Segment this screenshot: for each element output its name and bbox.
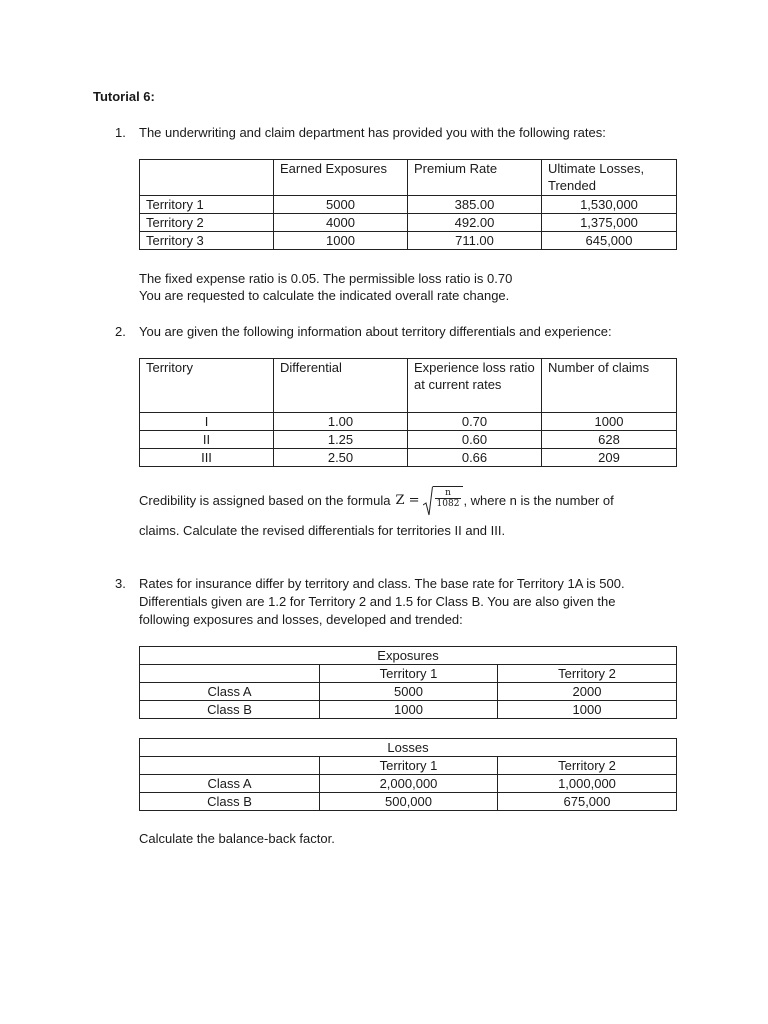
q2-cred-prefix: Credibility is assigned based on the formula <box>139 493 391 508</box>
q1-header-blank <box>140 160 274 196</box>
q2-text: You are given the following information about territory differentials and experience: <box>139 324 612 339</box>
q1-table-header-row <box>140 160 677 196</box>
losses-header-row <box>140 757 677 775</box>
q2-cell-differential: 1.00 <box>274 413 408 431</box>
exposures-header-territory2: Territory 2 <box>498 665 677 683</box>
q2-cell-claims: 209 <box>542 449 677 467</box>
q1-cell-exposures: 1000 <box>274 232 408 250</box>
q2-cell-territory: II <box>140 431 274 449</box>
q2-cred-line2: claims. Calculate the revised differentials for territories II and III. <box>139 523 506 538</box>
losses-header-territory1: Territory 1 <box>320 757 498 775</box>
losses-cell-class: Class A <box>140 775 320 793</box>
exposures-cell-t1: 1000 <box>320 701 498 719</box>
formula-numerator: n <box>435 488 462 499</box>
q2-cred-suffix: , where n is the number of <box>463 493 614 508</box>
exposures-cell-t2: 1000 <box>498 701 677 719</box>
q3-line1: Rates for insurance differ by territory and class. The base rate for Territory 1A is 500. <box>139 576 625 591</box>
losses-cell-t1: 2,000,000 <box>320 775 498 793</box>
table-row <box>140 701 677 719</box>
q1-header-ultimate-losses: Ultimate Losses, Trended <box>542 160 677 196</box>
q2-cell-loss-ratio: 0.66 <box>408 449 542 467</box>
q3-number: 3. <box>115 576 126 591</box>
q1-header-premium-rate: Premium Rate <box>408 160 542 196</box>
losses-caption-row <box>140 739 677 757</box>
losses-cell-t2: 1,000,000 <box>498 775 677 793</box>
q2-credibility-line <box>139 486 614 516</box>
table-row <box>140 214 677 232</box>
q3-line2: Differentials given are 1.2 for Territory 2 and 1.5 for Class B. You are also given the <box>139 594 616 609</box>
q2-number: 2. <box>115 324 126 339</box>
q1-cell-losses: 645,000 <box>542 232 677 250</box>
exposures-cell-class: Class A <box>140 683 320 701</box>
losses-caption: Losses <box>140 739 677 757</box>
losses-cell-class: Class B <box>140 793 320 811</box>
table-row <box>140 449 677 467</box>
q1-header-earned-exposures: Earned Exposures <box>274 160 408 196</box>
q2-header-number-of-claims: Number of claims <box>542 359 677 413</box>
losses-header-blank <box>140 757 320 775</box>
q2-cell-claims: 1000 <box>542 413 677 431</box>
losses-cell-t1: 500,000 <box>320 793 498 811</box>
q1-cell-exposures: 5000 <box>274 196 408 214</box>
table-row <box>140 431 677 449</box>
exposures-caption: Exposures <box>140 647 677 665</box>
q1-text: The underwriting and claim department has provided you with the following rates: <box>139 125 606 140</box>
q2-header-territory: Territory <box>140 359 274 413</box>
exposures-table <box>139 646 677 719</box>
table-row <box>140 793 677 811</box>
q2-cell-territory: I <box>140 413 274 431</box>
q2-header-differential: Differential <box>274 359 408 413</box>
q2-cell-differential: 1.25 <box>274 431 408 449</box>
formula-fraction <box>435 488 462 509</box>
credibility-formula <box>395 486 463 516</box>
q1-cell-territory: Territory 2 <box>140 214 274 232</box>
exposures-cell-t1: 5000 <box>320 683 498 701</box>
exposures-caption-row <box>140 647 677 665</box>
q1-cell-territory: Territory 1 <box>140 196 274 214</box>
q1-cell-losses: 1,375,000 <box>542 214 677 232</box>
q1-cell-losses: 1,530,000 <box>542 196 677 214</box>
q1-number: 1. <box>115 125 126 140</box>
q2-cell-claims: 628 <box>542 431 677 449</box>
q1-table <box>139 159 677 250</box>
q2-table-header-row <box>140 359 677 413</box>
q2-table <box>139 358 677 467</box>
q3-final: Calculate the balance-back factor. <box>139 831 335 846</box>
table-row <box>140 232 677 250</box>
q2-cell-loss-ratio: 0.70 <box>408 413 542 431</box>
exposures-header-blank <box>140 665 320 683</box>
q1-cell-premium: 492.00 <box>408 214 542 232</box>
table-row <box>140 683 677 701</box>
formula-lhs: Z = <box>395 493 420 508</box>
q2-cell-territory: III <box>140 449 274 467</box>
table-row <box>140 775 677 793</box>
losses-cell-t2: 675,000 <box>498 793 677 811</box>
q1-cell-premium: 385.00 <box>408 196 542 214</box>
losses-table <box>139 738 677 811</box>
page-title: Tutorial 6: <box>93 89 155 104</box>
q2-cell-loss-ratio: 0.60 <box>408 431 542 449</box>
losses-header-territory2: Territory 2 <box>498 757 677 775</box>
q1-note-line1: The fixed expense ratio is 0.05. The permissible loss ratio is 0.70 <box>139 271 513 286</box>
q3-line3: following exposures and losses, developed and trended: <box>139 612 463 627</box>
exposures-header-territory1: Territory 1 <box>320 665 498 683</box>
formula-denominator: 1082 <box>436 499 460 509</box>
q1-cell-territory: Territory 3 <box>140 232 274 250</box>
q1-cell-exposures: 4000 <box>274 214 408 232</box>
table-row <box>140 413 677 431</box>
q1-note-line2: You are requested to calculate the indicated overall rate change. <box>139 288 510 303</box>
exposures-header-row <box>140 665 677 683</box>
q1-cell-premium: 711.00 <box>408 232 542 250</box>
radical-sign <box>423 486 464 516</box>
table-row <box>140 196 677 214</box>
q2-header-experience-loss-ratio: Experience loss ratio at current rates <box>408 359 542 413</box>
exposures-cell-class: Class B <box>140 701 320 719</box>
exposures-cell-t2: 2000 <box>498 683 677 701</box>
q2-cell-differential: 2.50 <box>274 449 408 467</box>
